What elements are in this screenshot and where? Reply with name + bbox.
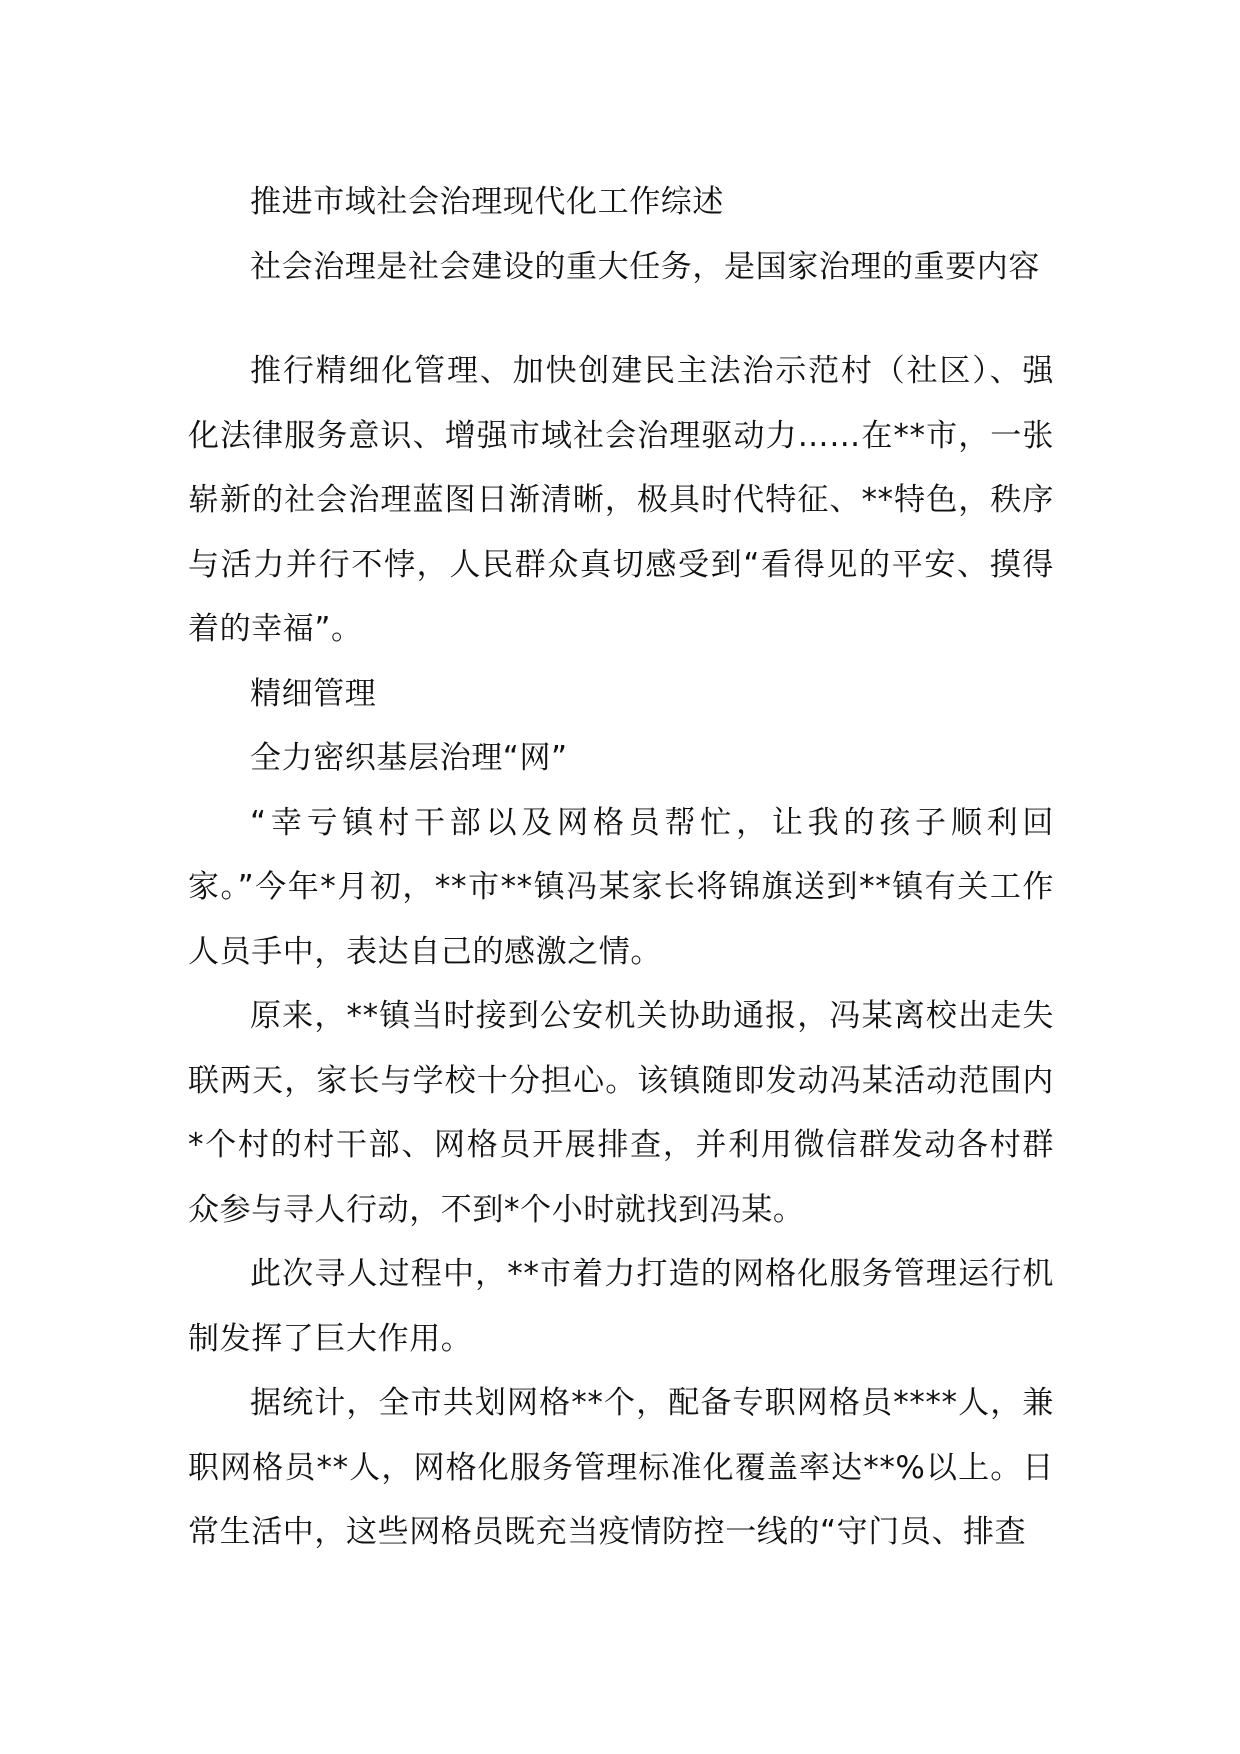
section-heading: 精细管理 xyxy=(250,675,377,712)
document-body xyxy=(188,170,1054,1565)
intro-sentence: 社会治理是社会建设的重大任务，是国家治理的重要内容 xyxy=(250,248,1040,285)
body-paragraph-1: 推行精细化管理、加快创建民主法治示范村（社区）、强化法律服务意识、增强市域社会治理驱动力……在**市，一张崭新的社会治理蓝图日渐清晰，极具时代特征、**特色，秩序与活力并行不悖，人民群众真切感受到“看得见的平安、摸得着的幸福”。 xyxy=(188,353,1055,647)
body-paragraph-5: 据统计，全市共划网格**个，配备专职网格员****人，兼职网格员**人，网格化服务管理标准化覆盖率达**%以上。日常生活中，这些网格员既充当疫情防控一线的“守门员、排查 xyxy=(188,1385,1054,1550)
document-title: 推进市域社会治理现代化工作综述 xyxy=(250,184,724,220)
section-subheading: 全力密织基层治理“网” xyxy=(250,740,568,776)
body-paragraph-3: 原来，**镇当时接到公安机关协助通报，冯某离校出走失联两天，家长与学校十分担心。该镇随即发动冯某活动范围内*个村的村干部、网格员开展排查，并利用微信群发动各村群众参与寻人行动，不到*个小时就找到冯某。 xyxy=(188,998,1054,1228)
body-paragraph-2: “幸亏镇村干部以及网格员帮忙，让我的孩子顺利回家。”今年*月初，**市**镇冯某家长将锦旗送到**镇有关工作人员手中，表达自己的感激之情。 xyxy=(188,804,1054,970)
body-paragraph-4: 此次寻人过程中，**市着力打造的网格化服务管理运行机制发挥了巨大作用。 xyxy=(188,1256,1054,1357)
